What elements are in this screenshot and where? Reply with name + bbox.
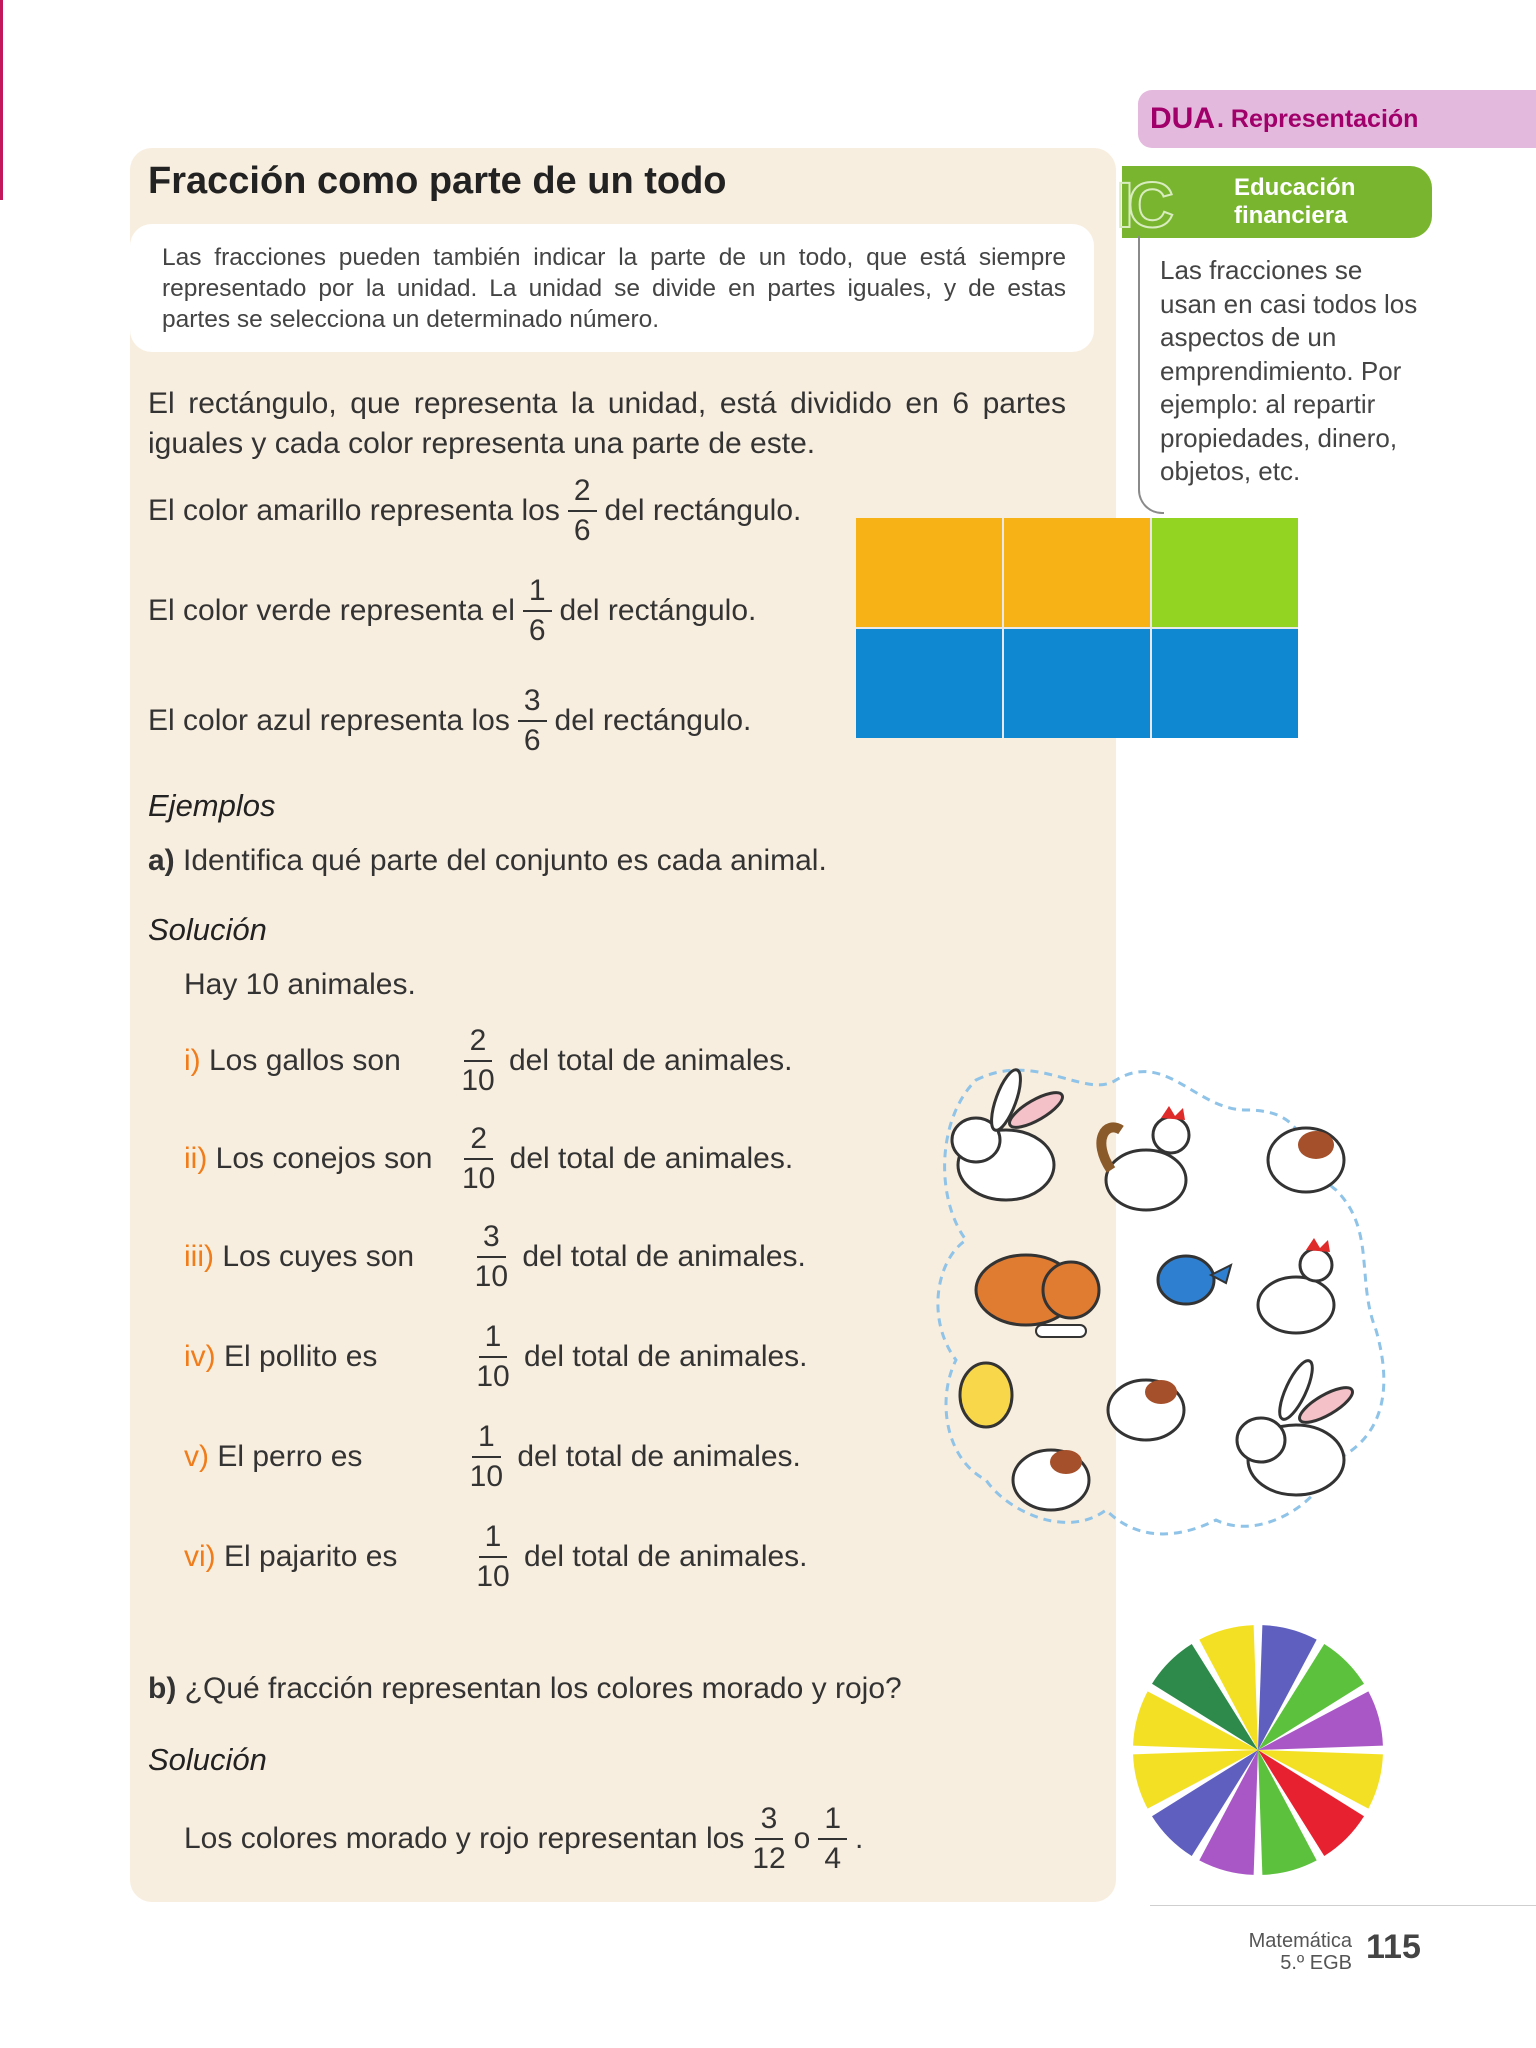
rect-part-yellow (856, 518, 1002, 627)
rect-part-blue (1152, 629, 1298, 738)
numerator: 1 (818, 1804, 847, 1840)
numerator: 2 (464, 1026, 493, 1062)
item-label: vi) (184, 1540, 216, 1573)
fraction (568, 476, 597, 546)
ef-title-line1: Educación (1234, 174, 1356, 201)
guinea-pig-icon (1013, 1450, 1089, 1510)
item-text: El perro es (217, 1440, 363, 1473)
color-line-yellow (148, 476, 801, 546)
denominator: 10 (476, 1360, 510, 1393)
bird-icon (1158, 1256, 1231, 1304)
item-text: El pajarito es (224, 1540, 398, 1573)
item-suffix: del total de animales. (524, 1340, 808, 1373)
grade-level: 5.º EGB (1280, 1952, 1352, 1974)
list-item (184, 1222, 806, 1292)
fraction (468, 1222, 514, 1292)
ef-title (1234, 174, 1355, 230)
intro-paragraph: El rectángulo, que representa la unidad, está dividido en 6 partes iguales y cada color representa una parte de este. (148, 387, 1066, 460)
answer-b (184, 1804, 863, 1874)
item-text: Los conejos son (215, 1142, 433, 1175)
dua-label: DUA (1150, 102, 1215, 135)
item-text: El pollito es (224, 1340, 378, 1373)
numerator: 3 (518, 686, 547, 722)
rooster-icon (1258, 1238, 1334, 1333)
numerator: 2 (464, 1124, 493, 1160)
item-suffix: del total de animales. (509, 1142, 794, 1175)
denominator: 6 (573, 514, 591, 547)
color-line-blue (148, 686, 751, 756)
denominator: 10 (461, 1162, 496, 1195)
item-suffix: del total de animales. (522, 1240, 806, 1273)
example-a-text: Identifica qué parte del conjunto es cada animal. (183, 844, 827, 877)
color-wheel (1128, 1620, 1388, 1880)
denominator: 4 (824, 1842, 842, 1875)
item-label: i) (184, 1044, 201, 1077)
color-line-green (148, 576, 756, 646)
item-suffix: del total de animales. (509, 1044, 793, 1077)
footer-subject (1216, 1930, 1352, 1974)
definition-text: Las fracciones pueden también indicar la parte de un todo, que está siempre representado por la unidad. La unidad se divide en partes iguales, y de estas partes se selecciona un determinado número. (162, 244, 1066, 333)
unit-rectangle (856, 518, 1298, 738)
rect-part-yellow (1004, 518, 1150, 627)
example-b-label: b) (148, 1672, 177, 1705)
dog-icon (976, 1255, 1099, 1337)
denominator: 10 (474, 1260, 509, 1293)
page-title: Fracción como parte de un todo (148, 160, 727, 202)
subject-name: Matemática (1248, 1930, 1352, 1952)
example-b (148, 1672, 902, 1706)
numerator: 1 (472, 1422, 501, 1458)
left-accent-bar (0, 0, 3, 200)
numerator: 3 (755, 1804, 784, 1840)
answer-period: . (855, 1822, 864, 1855)
item-label: ii) (184, 1142, 208, 1175)
example-a-label: a) (148, 844, 175, 877)
numerator: 2 (568, 476, 597, 512)
item-text: Los gallos son (209, 1044, 401, 1077)
rabbit-icon (1237, 1357, 1357, 1495)
rooster-icon (1101, 1106, 1189, 1210)
guinea-pig-icon (1268, 1128, 1344, 1192)
denominator: 6 (523, 724, 541, 757)
fraction (463, 1422, 509, 1492)
answer-connector: o (793, 1822, 811, 1855)
dua-subtitle: . Representación (1217, 104, 1419, 133)
solution-label-a: Solución (148, 912, 267, 947)
numerator: 1 (523, 576, 552, 612)
answer-text: Los colores morado y rojo representan los (184, 1822, 745, 1855)
dua-tab (1138, 90, 1536, 148)
ef-title-line2: financiera (1234, 202, 1348, 229)
color-line-suffix: del rectángulo. (559, 594, 757, 627)
item-text: Los cuyes son (222, 1240, 415, 1273)
chick-icon (960, 1363, 1012, 1427)
rect-part-blue (1004, 629, 1150, 738)
fraction (523, 576, 552, 646)
color-line-text: El color amarillo representa los (148, 494, 560, 527)
denominator: 10 (469, 1460, 504, 1493)
item-suffix: del total de animales. (517, 1440, 801, 1473)
fraction (456, 1124, 502, 1194)
denominator: 10 (461, 1064, 495, 1097)
color-line-text: El color azul representa los (148, 704, 510, 737)
list-item (184, 1322, 808, 1392)
fraction (518, 686, 547, 756)
rect-part-green (1152, 518, 1298, 627)
fraction (470, 1522, 516, 1592)
item-suffix: del total de animales. (524, 1540, 808, 1573)
color-line-text: El color verde representa el (148, 594, 515, 627)
numerator: 1 (479, 1322, 508, 1358)
guinea-pig-icon (1108, 1380, 1184, 1440)
footer-divider (1150, 1905, 1536, 1906)
denominator: 10 (476, 1560, 510, 1593)
item-label: iii) (184, 1240, 214, 1273)
solution-label-b: Solución (148, 1742, 267, 1777)
ef-text: Las fracciones se usan en casi todos los aspectos de un emprendimiento. Por ejemplo: al repartir propiedades, dinero, objetos, etc. (1160, 255, 1418, 486)
list-item (184, 1522, 808, 1592)
denominator: 6 (528, 614, 546, 647)
page-number: 115 (1366, 1928, 1421, 1966)
color-line-suffix: del rectángulo. (554, 704, 752, 737)
fraction (470, 1322, 516, 1392)
list-item (184, 1026, 793, 1096)
ic-logo: IC (1116, 169, 1168, 241)
list-item (184, 1422, 801, 1492)
examples-heading: Ejemplos (148, 788, 276, 823)
item-label: v) (184, 1440, 209, 1473)
numerator: 3 (477, 1222, 506, 1258)
example-b-text: ¿Qué fracción representan los colores morado y rojo? (184, 1672, 902, 1705)
fraction (752, 1804, 785, 1874)
fraction (455, 1026, 501, 1096)
color-line-suffix: del rectángulo. (604, 494, 802, 527)
item-label: iv) (184, 1340, 216, 1373)
animals-illustration (916, 1040, 1396, 1560)
numerator: 1 (479, 1522, 508, 1558)
total-animals: Hay 10 animales. (184, 968, 416, 1001)
example-a (148, 844, 827, 878)
list-item (184, 1124, 793, 1194)
denominator: 12 (752, 1842, 786, 1875)
rect-part-blue (856, 629, 1002, 738)
fraction (818, 1804, 847, 1874)
